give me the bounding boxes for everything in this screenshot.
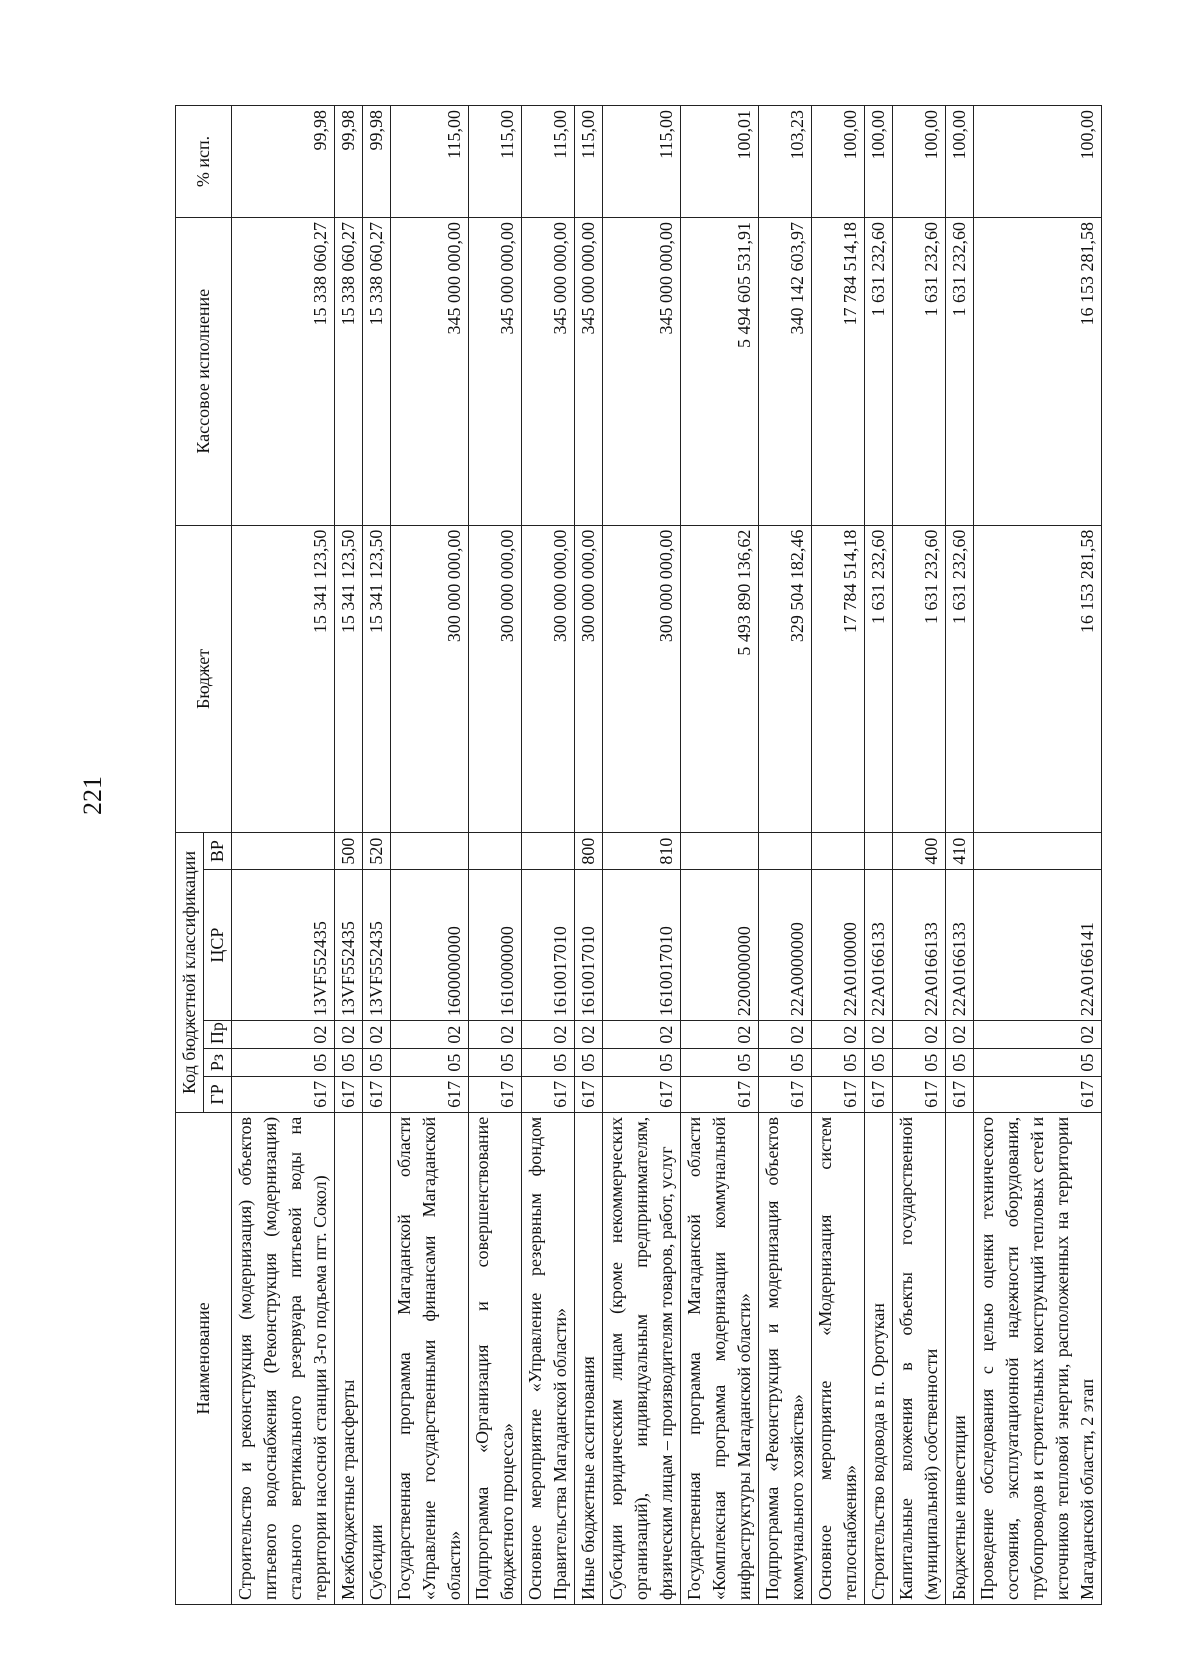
cell-cash: 345 000 000,00 xyxy=(522,217,575,525)
cell-rz: 05 xyxy=(391,1049,469,1077)
cell-rz: 05 xyxy=(865,1049,893,1077)
table-row xyxy=(812,106,865,1605)
header-pct: % исп. xyxy=(176,106,232,218)
cell-cash: 345 000 000,00 xyxy=(469,217,522,525)
cell-pr: 02 xyxy=(469,1021,522,1049)
cell-csr: 1610000000 xyxy=(469,870,522,1021)
cell-pct: 100,01 xyxy=(681,106,759,218)
cell-gr: 617 xyxy=(865,1077,893,1113)
cell-budget: 1 631 232,60 xyxy=(946,525,974,833)
header-budget: Бюджет xyxy=(176,525,232,833)
cell-gr: 617 xyxy=(681,1077,759,1113)
cell-pct: 115,00 xyxy=(469,106,522,218)
cell-gr: 617 xyxy=(232,1077,335,1113)
cell-csr: 2200000000 xyxy=(681,870,759,1021)
table-header xyxy=(176,106,232,1605)
cell-rz: 05 xyxy=(893,1049,946,1077)
cell-rz: 05 xyxy=(335,1049,363,1077)
cell-cash: 345 000 000,00 xyxy=(603,217,681,525)
table-row xyxy=(603,106,681,1605)
cell-rz: 05 xyxy=(363,1049,391,1077)
cell-gr: 617 xyxy=(391,1077,469,1113)
cell-cash: 345 000 000,00 xyxy=(391,217,469,525)
header-name: Наименование xyxy=(176,1112,232,1604)
cell-gr: 617 xyxy=(603,1077,681,1113)
cell-pr: 02 xyxy=(946,1021,974,1049)
cell-vr xyxy=(522,833,575,870)
cell-rz: 05 xyxy=(812,1049,865,1077)
cell-pr: 02 xyxy=(391,1021,469,1049)
cell-gr: 617 xyxy=(759,1077,812,1113)
cell-name: Подпрограмма «Организация и совершенствование бюджетного процесса» xyxy=(469,1112,522,1604)
cell-csr: 13VF552435 xyxy=(363,870,391,1021)
cell-pr: 02 xyxy=(522,1021,575,1049)
table-row xyxy=(893,106,946,1605)
header-cash: Кассовое исполнение xyxy=(176,217,232,525)
cell-budget: 329 504 182,46 xyxy=(759,525,812,833)
table-row xyxy=(469,106,522,1605)
cell-pct: 115,00 xyxy=(522,106,575,218)
cell-vr xyxy=(812,833,865,870)
table-row xyxy=(522,106,575,1605)
cell-cash: 15 338 060,27 xyxy=(335,217,363,525)
cell-vr xyxy=(469,833,522,870)
cell-pct: 100,00 xyxy=(946,106,974,218)
rotated-table-wrapper xyxy=(175,105,1102,1605)
cell-gr: 617 xyxy=(575,1077,603,1113)
cell-vr: 520 xyxy=(363,833,391,870)
cell-pr: 02 xyxy=(865,1021,893,1049)
cell-name: Основное мероприятие «Модернизация систем теплоснабжения» xyxy=(812,1112,865,1604)
table-row xyxy=(232,106,335,1605)
table-row xyxy=(946,106,974,1605)
cell-gr: 617 xyxy=(469,1077,522,1113)
cell-name: Государственная программа Магаданской области «Управление государственными финансами Магаданской области» xyxy=(391,1112,469,1604)
cell-gr: 617 xyxy=(812,1077,865,1113)
cell-csr: 1610017010 xyxy=(522,870,575,1021)
cell-csr: 22А0166133 xyxy=(946,870,974,1021)
cell-name: Строительство и реконструкция (модернизация) объектов питьевого водоснабжения (Реконструкция (модернизация) стального вертикального резервуара питьевой воды на территории насосной станции 3-го подъема пгт. Сокол) xyxy=(232,1112,335,1604)
cell-cash: 1 631 232,60 xyxy=(946,217,974,525)
budget-table xyxy=(175,105,1102,1605)
cell-csr: 22А0100000 xyxy=(812,870,865,1021)
cell-gr: 617 xyxy=(974,1077,1102,1113)
cell-rz: 05 xyxy=(522,1049,575,1077)
cell-pr: 02 xyxy=(812,1021,865,1049)
table-row xyxy=(363,106,391,1605)
cell-pct: 115,00 xyxy=(575,106,603,218)
cell-vr: 810 xyxy=(603,833,681,870)
cell-pct: 103,23 xyxy=(759,106,812,218)
cell-cash: 17 784 514,18 xyxy=(812,217,865,525)
cell-pr: 02 xyxy=(335,1021,363,1049)
cell-vr xyxy=(232,833,335,870)
table-body xyxy=(232,106,1102,1605)
cell-budget: 300 000 000,00 xyxy=(603,525,681,833)
cell-pr: 02 xyxy=(893,1021,946,1049)
cell-rz: 05 xyxy=(575,1049,603,1077)
header-gr: ГР xyxy=(204,1077,232,1113)
cell-gr: 617 xyxy=(363,1077,391,1113)
cell-gr: 617 xyxy=(893,1077,946,1113)
cell-cash: 1 631 232,60 xyxy=(865,217,893,525)
cell-csr: 22А0166133 xyxy=(865,870,893,1021)
cell-pr: 02 xyxy=(974,1021,1102,1049)
cell-budget: 17 784 514,18 xyxy=(812,525,865,833)
cell-name: Иные бюджетные ассигнования xyxy=(575,1112,603,1604)
table-row xyxy=(575,106,603,1605)
cell-budget: 1 631 232,60 xyxy=(865,525,893,833)
cell-pr: 02 xyxy=(575,1021,603,1049)
cell-csr: 22А0166141 xyxy=(974,870,1102,1021)
cell-pct: 100,00 xyxy=(974,106,1102,218)
cell-pr: 02 xyxy=(232,1021,335,1049)
table-row xyxy=(335,106,363,1605)
cell-cash: 15 338 060,27 xyxy=(232,217,335,525)
cell-name: Государственная программа Магаданской области «Комплексная программа модернизации коммунальной инфраструктуры Магаданской области» xyxy=(681,1112,759,1604)
cell-vr: 410 xyxy=(946,833,974,870)
cell-name: Капитальные вложения в объекты государственной (муниципальной) собственности xyxy=(893,1112,946,1604)
cell-name: Основное мероприятие «Управление резервным фондом Правительства Магаданской области» xyxy=(522,1112,575,1604)
cell-pct: 115,00 xyxy=(603,106,681,218)
cell-pct: 115,00 xyxy=(391,106,469,218)
cell-vr xyxy=(865,833,893,870)
cell-name: Проведение обследования с целью оценки технического состояния, эксплуатационной надежности оборудования, трубопроводов и строительных конструкций тепловых сетей и источников тепловой энергии, расположенных на территории Магаданской области, 2 этап xyxy=(974,1112,1102,1604)
cell-pct: 99,98 xyxy=(335,106,363,218)
cell-pct: 100,00 xyxy=(893,106,946,218)
table-row xyxy=(681,106,759,1605)
cell-cash: 15 338 060,27 xyxy=(363,217,391,525)
header-rz: Рз xyxy=(204,1049,232,1077)
cell-budget: 5 493 890 136,62 xyxy=(681,525,759,833)
cell-pr: 02 xyxy=(603,1021,681,1049)
header-csr: ЦСР xyxy=(204,870,232,1021)
cell-rz: 05 xyxy=(603,1049,681,1077)
cell-gr: 617 xyxy=(522,1077,575,1113)
cell-budget: 15 341 123,50 xyxy=(335,525,363,833)
cell-pct: 100,00 xyxy=(812,106,865,218)
table-row xyxy=(974,106,1102,1605)
cell-csr: 1610017010 xyxy=(575,870,603,1021)
header-code-group: Код бюджетной классификации xyxy=(176,833,204,1113)
cell-csr: 22А0166133 xyxy=(893,870,946,1021)
cell-pr: 02 xyxy=(759,1021,812,1049)
cell-budget: 300 000 000,00 xyxy=(575,525,603,833)
cell-pct: 99,98 xyxy=(363,106,391,218)
cell-rz: 05 xyxy=(759,1049,812,1077)
cell-gr: 617 xyxy=(946,1077,974,1113)
cell-budget: 1 631 232,60 xyxy=(893,525,946,833)
cell-rz: 05 xyxy=(946,1049,974,1077)
cell-name: Строительство водовода в п. Оротукан xyxy=(865,1112,893,1604)
cell-cash: 16 153 281,58 xyxy=(974,217,1102,525)
cell-csr: 1610017010 xyxy=(603,870,681,1021)
cell-budget: 300 000 000,00 xyxy=(522,525,575,833)
header-vr: ВР xyxy=(204,833,232,870)
page-number: 221 xyxy=(78,776,107,815)
cell-budget: 16 153 281,58 xyxy=(974,525,1102,833)
cell-pr: 02 xyxy=(363,1021,391,1049)
cell-budget: 300 000 000,00 xyxy=(391,525,469,833)
cell-cash: 345 000 000,00 xyxy=(575,217,603,525)
cell-cash: 340 142 603,97 xyxy=(759,217,812,525)
cell-budget: 15 341 123,50 xyxy=(232,525,335,833)
cell-name: Субсидии xyxy=(363,1112,391,1604)
cell-gr: 617 xyxy=(335,1077,363,1113)
table-row xyxy=(865,106,893,1605)
cell-vr xyxy=(974,833,1102,870)
cell-csr: 1600000000 xyxy=(391,870,469,1021)
cell-csr: 13VF552435 xyxy=(335,870,363,1021)
cell-cash: 1 631 232,60 xyxy=(893,217,946,525)
cell-rz: 05 xyxy=(232,1049,335,1077)
cell-rz: 05 xyxy=(974,1049,1102,1077)
cell-cash: 5 494 605 531,91 xyxy=(681,217,759,525)
cell-vr: 400 xyxy=(893,833,946,870)
cell-budget: 300 000 000,00 xyxy=(469,525,522,833)
cell-rz: 05 xyxy=(469,1049,522,1077)
cell-csr: 13VF552435 xyxy=(232,870,335,1021)
table-row xyxy=(391,106,469,1605)
cell-name: Бюджетные инвестиции xyxy=(946,1112,974,1604)
cell-name: Межбюджетные трансферты xyxy=(335,1112,363,1604)
cell-csr: 22А0000000 xyxy=(759,870,812,1021)
cell-name: Субсидии юридическим лицам (кроме некоммерческих организаций), индивидуальным предпринимателям, физическим лицам – производителям товаров, работ, услуг xyxy=(603,1112,681,1604)
cell-pr: 02 xyxy=(681,1021,759,1049)
cell-pct: 100,00 xyxy=(865,106,893,218)
cell-budget: 15 341 123,50 xyxy=(363,525,391,833)
cell-vr: 800 xyxy=(575,833,603,870)
cell-vr: 500 xyxy=(335,833,363,870)
cell-pct: 99,98 xyxy=(232,106,335,218)
cell-name: Подпрограмма «Реконструкция и модернизация объектов коммунального хозяйства» xyxy=(759,1112,812,1604)
cell-vr xyxy=(391,833,469,870)
header-pr: Пр xyxy=(204,1021,232,1049)
cell-vr xyxy=(759,833,812,870)
table-row xyxy=(759,106,812,1605)
cell-vr xyxy=(681,833,759,870)
cell-rz: 05 xyxy=(681,1049,759,1077)
